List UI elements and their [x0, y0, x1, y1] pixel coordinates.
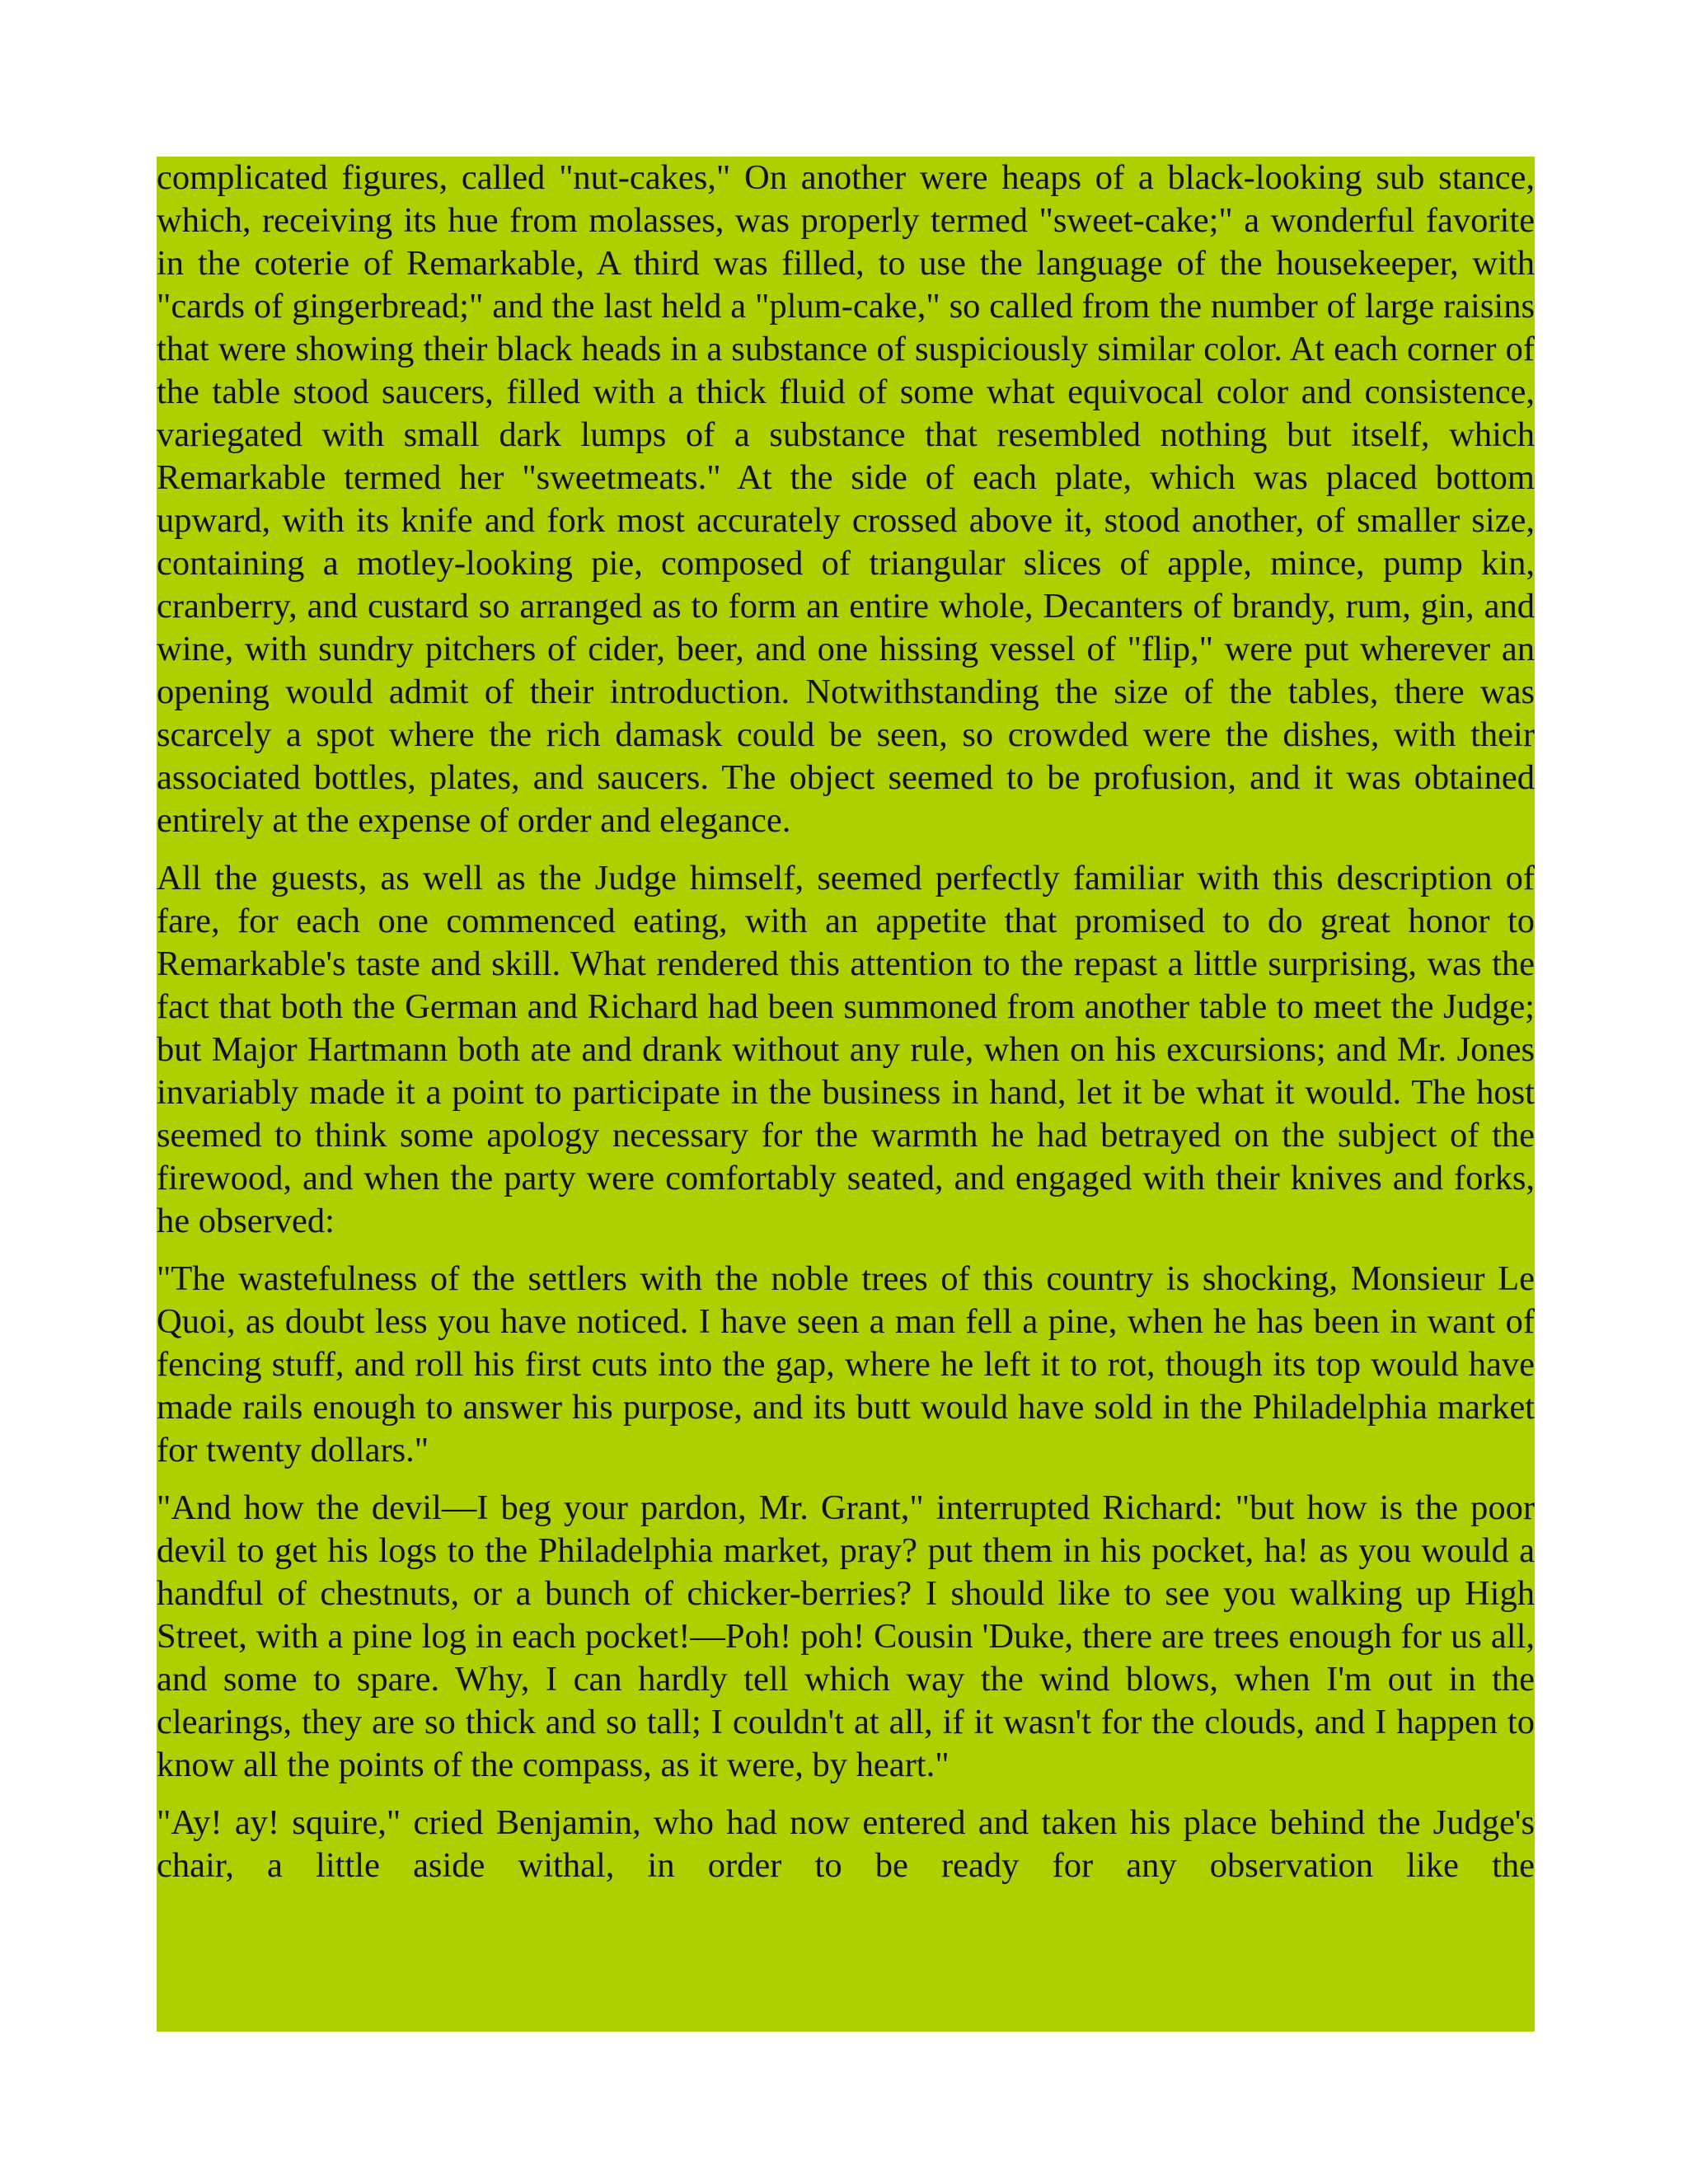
paragraph-richard-reply: "And how the devil—I beg your pardon, Mr. Grant," interrupted Richard: "but how is the poor devil to get his logs to the Philadelphia market, pray? put them in his pocket, ha! as you would a handful of chestnuts, or a bunch of chicker-berries? I should like to see you walking up High Street, with a pine log in each pocket!—Poh! poh! Cousin 'Duke, there are trees enough for us all, and some to spare. Why, I can hardly tell which way the wind blows, when I'm out in the clearings, they are so thick and so tall; I couldn't at all, if it wasn't for the clouds, and I happen to know all the points of the compass, as it were, by heart." [157, 1488, 1535, 1784]
paragraph-benjamin: "Ay! ay! squire," cried Benjamin, who had now entered and taken his place behind the Judge's chair, a little aside withal, in order to be ready for any observation like the [157, 1803, 1535, 1885]
paragraph-guests-eating: All the guests, as well as the Judge himself, seemed perfectly familiar with this description of fare, for each one commenced eating, with an appetite that promised to do great honor to Remarkable's taste and skill. What rendered this attention to the repast a little surprising, was the fact that both the German and Richard had been summoned from another table to meet the Judge; but Major Hartmann both ate and drank without any rule, when on his excursions; and Mr. Jones invariably made it a point to participate in the business in hand, let it be what it would. The host seemed to think some apology necessary for the warmth he had betrayed on the subject of the firewood, and when the party were comfortably seated, and engaged with their knives and forks, he observed: [157, 859, 1535, 1240]
paragraph-table-description: complicated figures, called "nut-cakes," On another were heaps of a black-looking sub stance, which, receiving its hue from molasses, was properly termed "sweet-cake;" a wonderful favorite in the coterie of Remarkable, A third was filled, to use the language of the housekeeper, with "cards of gingerbread;" and the last held a "plum-cake," so called from the number of large raisins that were showing their black heads in a substance of suspiciously similar color. At each corner of the table stood saucers, filled with a thick fluid of some what equivocal color and consistence, variegated with small dark lumps of a substance that resembled nothing but itself, which Remarkable termed her "sweetmeats." At the side of each plate, which was placed bottom upward, with its knife and fork most accurately crossed above it, stood another, of smaller size, containing a motley-looking pie, composed of triangular slices of apple, mince, pump kin, cranberry, and custard so arranged as to form an entire whole, Decanters of brandy, rum, gin, and wine, with sundry pitchers of cider, beer, and one hissing vessel of "flip," were put wherever an opening would admit of their introduction. Notwithstanding the size of the tables, there was scarcely a spot where the rich damask could be seen, so crowded were the dishes, with their associated bottles, plates, and saucers. The object seemed to be profusion, and it was obtained entirely at the expense of order and elegance. [157, 158, 1535, 840]
paragraph-wastefulness-quote: "The wastefulness of the settlers with the noble trees of this country is shocking, Monsieur Le Quoi, as doubt less you have noticed. I have seen a man fell a pine, when he has been in want of fencing stuff, and roll his first cuts into the gap, where he left it to rot, though its top would have made rails enough to answer his purpose, and its butt would have sold in the Philadelphia market for twenty dollars." [157, 1259, 1535, 1469]
highlighted-text-block [157, 157, 1535, 2032]
